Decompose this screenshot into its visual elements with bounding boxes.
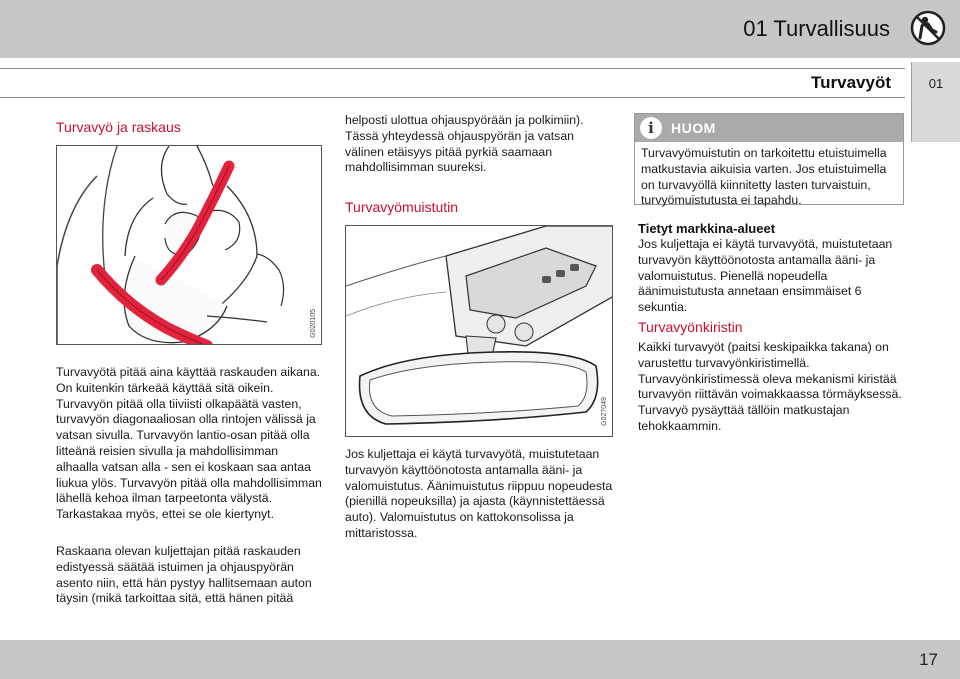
figure-ceiling-console — [345, 225, 613, 437]
pregnant-woman-illustration — [57, 146, 322, 345]
footer-band — [0, 640, 960, 679]
paragraph-belt-tensioner: Kaikki turvavyöt (paitsi keskipaikka takana) on varustettu turvavyönkiristimellä. Turvavyönkiristimessä oleva mekanismi kiristää turvavyön riittävän voimakkaassa törmäyksessä. Turvavyö pysäyttää tällöin matkustajan tehokkaammin. — [638, 340, 902, 433]
ceiling-console-illustration — [346, 226, 613, 437]
page-number: 17 — [919, 650, 938, 669]
chapter-tab-number: 01 — [928, 76, 944, 91]
heading-belt-reminder: Turvavyömuistutin — [345, 199, 459, 215]
figure-code: G020105 — [310, 309, 317, 338]
paragraph-reminder-description: Jos kuljettaja ei käytä turvavyötä, muistutetaan turvavyön käyttöönotosta antamalla ääni- ja valomuistutus. Äänimuistutus riippuu nopeudesta (pienillä nopeuksilla) ja ajasta (käynnistettäessä auto). Valomuistutus on kattokonsolissa ja mittaristossa. — [345, 447, 613, 540]
note-box — [634, 113, 904, 208]
note-header — [635, 114, 903, 142]
chapter-header-band — [0, 0, 960, 58]
figure-code: G027049 — [601, 397, 608, 426]
paragraph-continued: helposti ulottua ohjauspyörään ja polkimiin). Tässä yhteydessä ohjauspyörän ja vatsan välinen etäisyys pitää pyrkiä saamaan mahdollisimman suureksi. — [345, 113, 584, 175]
heading-belt-tensioner: Turvavyönkiristin — [638, 319, 743, 335]
subheading-certain-markets: Tietyt markkina-alueet — [638, 221, 776, 236]
chapter-title: 01 Turvallisuus — [743, 16, 890, 41]
figure-pregnant-seatbelt — [56, 145, 322, 345]
chapter-tab — [911, 62, 960, 142]
seatbelt-icon — [910, 10, 946, 46]
paragraph-pregnancy-seat-adjust: Raskaana olevan kuljettajan pitää raskauden edistyessä säätää istuimen ja ohjauspyörän asento niin, että hän pystyy hallitsemaan auton täysin (mikä tarkoittaa sitä, että hänen pitää — [56, 544, 312, 606]
section-header-bar — [0, 68, 905, 98]
info-icon: i — [640, 117, 662, 139]
heading-pregnancy: Turvavyö ja raskaus — [56, 119, 181, 135]
section-title: Turvavyöt — [811, 73, 891, 92]
note-text: Turvavyömuistutin on tarkoitettu etuistuimella matkustavia aikuisia varten. Jos etuistuimella on turvavyöllä kiinnitetty lasten turvaistuin, turvyömuistutusta ei tapahdu. — [641, 146, 887, 208]
paragraph-pregnancy-belt-usage: Turvavyötä pitää aina käyttää raskauden aikana. On kuitenkin tärkeää käyttää sitä oikein. Turvavyön pitää olla tiiviisti olkapäätä vasten, turvavyön diagonaaliosan olla rintojen välissä ja vatsan sivulla. Turvavyön lantio-osan pitää olla litteänä reisien sivulla ja mahdollisimman alhaalla vatsan alla - sen ei koskaan saa antaa liukua ylös. Turvavyön pitää olla mahdollisimman lähellä kehoa ilman tarpeetonta välystä. Tarkastakaa myös, ettei se ole kiertynyt. — [56, 365, 322, 522]
note-label: HUOM — [671, 120, 716, 136]
paragraph-certain-markets: Jos kuljettaja ei käytä turvavyötä, muistutetaan turvavyön käyttöönotosta antamalla ääni- ja valomuistutus. Pienellä nopeudella äänimuistutusta annetaan ensimmäiset 6 sekuntia. — [638, 237, 893, 315]
